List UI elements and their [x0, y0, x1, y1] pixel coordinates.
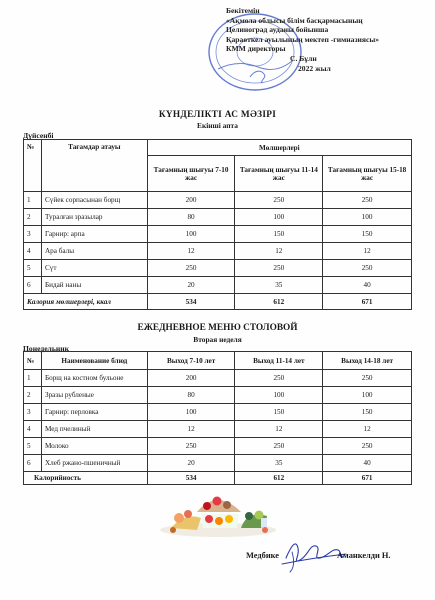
portion-value: 35: [235, 277, 323, 294]
director-name: С. Бұлн: [290, 53, 317, 63]
portion-value: 250: [323, 438, 412, 455]
column-header-dish: Тағамдар атауы: [41, 140, 147, 192]
row-number: 3: [24, 404, 42, 421]
menu-ru-day: Понедельник: [23, 344, 69, 353]
total-value: 534: [147, 294, 235, 310]
dish-name: Мед пчелиный: [41, 421, 147, 438]
total-value: 671: [323, 294, 412, 310]
dish-name: Хлеб ржано-пшеничный: [41, 455, 147, 472]
portion-value: 100: [235, 387, 323, 404]
column-header-portions: Мөлшерлері: [147, 140, 411, 156]
portion-value: 150: [235, 404, 323, 421]
row-number: 3: [24, 226, 42, 243]
total-value: 671: [323, 472, 412, 485]
column-header-age-14-18: Выход 14-18 лет: [323, 352, 412, 370]
column-header-age-11-14: Тағамның шығуы 11-14 жас: [235, 156, 323, 192]
portion-value: 150: [235, 226, 323, 243]
dish-name: Туралған зразылар: [41, 209, 147, 226]
approval-line: КММ директоры: [226, 44, 286, 54]
approval-block: [226, 6, 379, 73]
portion-value: 250: [235, 260, 323, 277]
column-header-age-7-10: Выход 7-10 лет: [147, 352, 235, 370]
row-number: 4: [24, 421, 42, 438]
portion-value: 100: [323, 209, 412, 226]
food-pyramid-illustration: [157, 488, 280, 538]
total-value: 534: [147, 472, 235, 485]
portion-value: 12: [147, 421, 235, 438]
dish-name: Сүт: [41, 260, 147, 277]
menu-kz-week: Екінші апта: [197, 121, 238, 130]
menu-kz-title: КҮНДЕЛІКТІ АС МӘЗІРІ: [158, 110, 277, 120]
portion-value: 250: [323, 192, 412, 209]
portion-value: 40: [323, 277, 412, 294]
table-header-row: [24, 140, 412, 156]
table-row: [24, 277, 412, 294]
dish-name: Зразы рубленые: [41, 387, 147, 404]
row-number: 2: [24, 387, 42, 404]
dish-name: Ара балы: [41, 243, 147, 260]
row-number: 5: [24, 438, 42, 455]
portion-value: 100: [323, 387, 412, 404]
approval-date: 2022 жыл: [298, 63, 331, 73]
portion-value: 12: [235, 421, 323, 438]
row-number: 1: [24, 370, 42, 387]
portion-value: 250: [235, 192, 323, 209]
table-row: [24, 438, 412, 455]
portion-value: 12: [323, 243, 412, 260]
portion-value: 100: [235, 209, 323, 226]
total-label: Калория мөлшерлері, ккал: [24, 294, 148, 310]
menu-kz-day: Дүйсенбі: [23, 131, 54, 140]
approval-line: Целиноград ауданы бойынша: [226, 25, 329, 35]
approval-line: Қараөткел ауылының мектеп -гимназиясы»: [226, 34, 380, 44]
portion-value: 80: [147, 387, 235, 404]
menu-ru-week: Вторая неделя: [193, 335, 242, 344]
portion-value: 80: [147, 209, 235, 226]
portion-value: 250: [147, 438, 235, 455]
portion-value: 12: [147, 243, 235, 260]
portion-value: 250: [235, 438, 323, 455]
nurse-name: Аманкелди Н.: [337, 551, 391, 560]
menu-ru-title: ЕЖЕДНЕВНОЕ МЕНЮ СТОЛОВОЙ: [137, 323, 298, 333]
dish-name: Гарнир: арпа: [41, 226, 147, 243]
total-value: 612: [235, 294, 323, 310]
menu-ru-table: [23, 351, 412, 485]
dish-name: Молоко: [41, 438, 147, 455]
row-number: 6: [24, 277, 42, 294]
portion-value: 200: [147, 370, 235, 387]
portion-value: 250: [235, 370, 323, 387]
menu-kz-table: [23, 139, 412, 310]
portion-value: 35: [235, 455, 323, 472]
row-number: 1: [24, 192, 42, 209]
portion-value: 100: [147, 404, 235, 421]
total-value: 612: [235, 472, 323, 485]
table-row: [24, 387, 412, 404]
dish-name: Гарнир: перловка: [41, 404, 147, 421]
row-number: 2: [24, 209, 42, 226]
table-row: [24, 421, 412, 438]
portion-value: 20: [147, 455, 235, 472]
portion-value: 150: [323, 226, 412, 243]
total-row: [24, 294, 412, 310]
table-header-row: [24, 352, 412, 370]
column-header-no: №: [24, 140, 42, 192]
table-row: [24, 260, 412, 277]
row-number: 4: [24, 243, 42, 260]
dish-name: Борщ на костном бульоне: [41, 370, 147, 387]
table-row: [24, 370, 412, 387]
portion-value: 250: [323, 370, 412, 387]
dish-name: Сүйек сорпасынан борщ: [41, 192, 147, 209]
column-header-age-11-14: Выход 11-14 лет: [235, 352, 323, 370]
dish-name: Бидай наны: [41, 277, 147, 294]
portion-value: 12: [323, 421, 412, 438]
column-header-age-15-18: Тағамның шығуы 15-18 жас: [323, 156, 412, 192]
portion-value: 200: [147, 192, 235, 209]
portion-value: 150: [323, 404, 412, 421]
table-row: [24, 226, 412, 243]
approval-line: Бекітемін: [226, 6, 260, 15]
table-row: [24, 455, 412, 472]
nurse-label: Медбике: [246, 551, 279, 560]
row-number: 6: [24, 455, 42, 472]
portion-value: 250: [147, 260, 235, 277]
row-number: 5: [24, 260, 42, 277]
total-row: [24, 472, 412, 485]
table-row: [24, 243, 412, 260]
approval-line: «Ақмола облысы білім басқармасының: [226, 15, 363, 25]
portion-value: 40: [323, 455, 412, 472]
table-row: [24, 192, 412, 209]
portion-value: 250: [323, 260, 412, 277]
portion-value: 12: [235, 243, 323, 260]
portion-value: 20: [147, 277, 235, 294]
table-row: [24, 209, 412, 226]
total-label: Калорийность: [24, 472, 148, 485]
table-row: [24, 404, 412, 421]
portion-value: 100: [147, 226, 235, 243]
column-header-no: №: [24, 352, 42, 370]
column-header-age-7-10: Тағамның шығуы 7-10 жас: [147, 156, 235, 192]
column-header-dish: Наименование блюд: [41, 352, 147, 370]
